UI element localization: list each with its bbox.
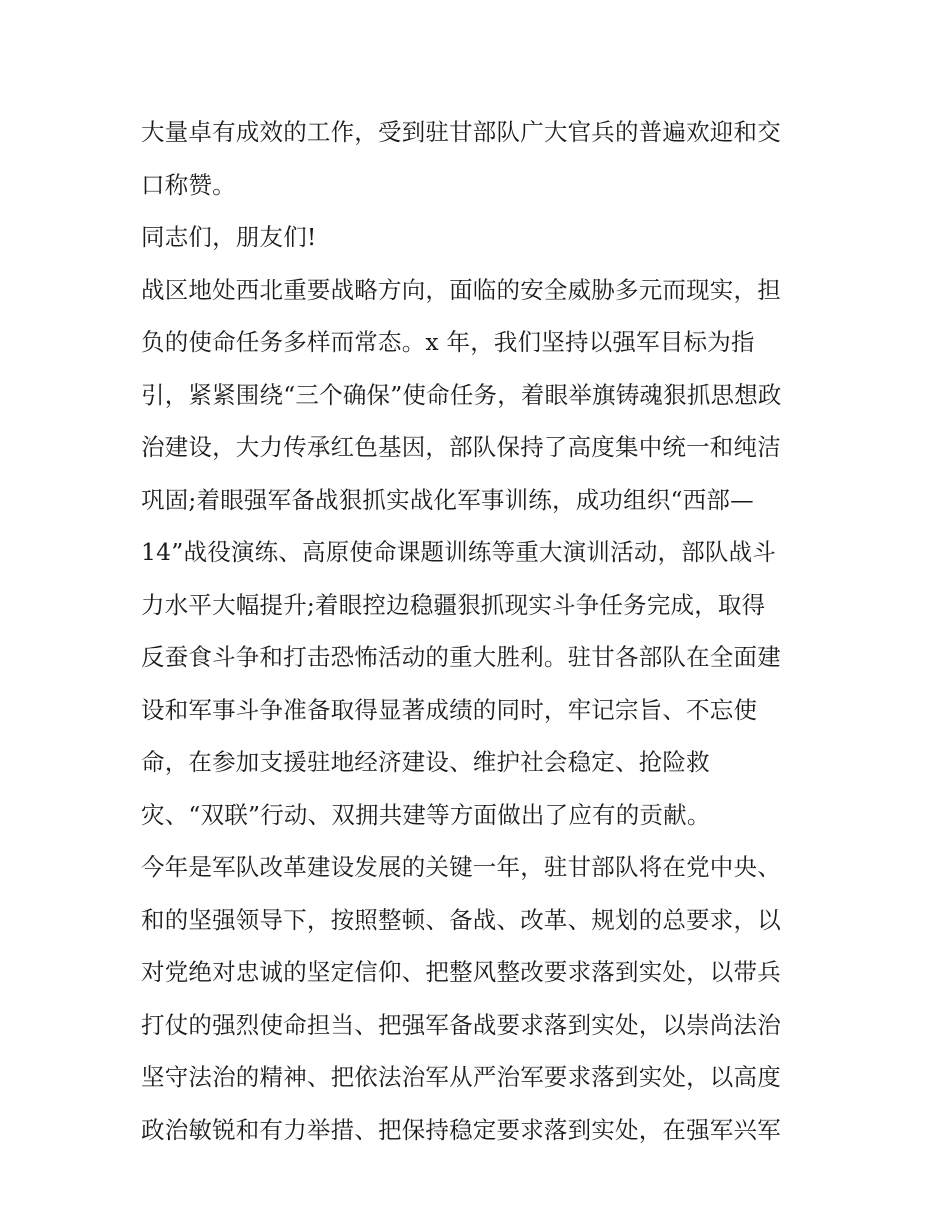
document-body: [141, 106, 821, 1156]
text-line: 14”战役演练、高原使命课题训练等重大演训活动，部队战斗: [141, 538, 777, 566]
text-line: 同志们，朋友们!: [141, 223, 317, 251]
text-line: 打仗的强烈使命担当、把强军备战要求落到实处，以崇尚法治: [141, 1010, 781, 1039]
text-line: 今年是军队改革建设发展的关键一年，驻甘部队将在党中央、: [141, 853, 781, 881]
text-line: 战区地处西北重要战略方向，面临的安全威胁多元而现实，担: [141, 275, 781, 304]
text-line: 政治敏锐和有力举措、把保持稳定要求落到实处，在强军兴军: [141, 1115, 781, 1144]
text-line: 巩固;着眼强军备战狠抓实战化军事训练，成功组织“西部—: [141, 485, 754, 514]
text-line: 负的使命任务多样而常态。x 年，我们坚持以强军目标为指: [141, 328, 755, 356]
text-line: 和的坚强领导下，按照整顿、备战、改革、规划的总要求，以: [141, 905, 781, 934]
text-line: 设和军事斗争准备取得显著成绩的同时，牢记宗旨、不忘使: [141, 695, 758, 724]
text-line: 灾、“双联”行动、双拥共建等方面做出了应有的贡献。: [141, 800, 711, 829]
text-line: 治建设，大力传承红色基因，部队保持了高度集中统一和纯洁: [141, 433, 781, 461]
text-line: 坚守法治的精神、把依法治军从严治军要求落到实处，以高度: [141, 1063, 781, 1091]
text-line: 命，在参加支援驻地经济建设、维护社会稳定、抢险救: [141, 748, 710, 776]
text-line: 力水平大幅提升;着眼控边稳疆狠抓现实斗争任务完成，取得: [141, 590, 766, 619]
text-line: 口称赞。: [141, 170, 236, 199]
text-line: 引，紧紧围绕“三个确保”使命任务，着眼举旗铸魂狠抓思想政: [141, 380, 782, 409]
text-line: 反蚕食斗争和打击恐怖活动的重大胜利。驻甘各部队在全面建: [141, 643, 781, 671]
text-line: 大量卓有成效的工作，受到驻甘部队广大官兵的普遍欢迎和交: [141, 118, 781, 146]
text-line: 对党绝对忠诚的坚定信仰、把整风整改要求落到实处，以带兵: [141, 958, 781, 986]
